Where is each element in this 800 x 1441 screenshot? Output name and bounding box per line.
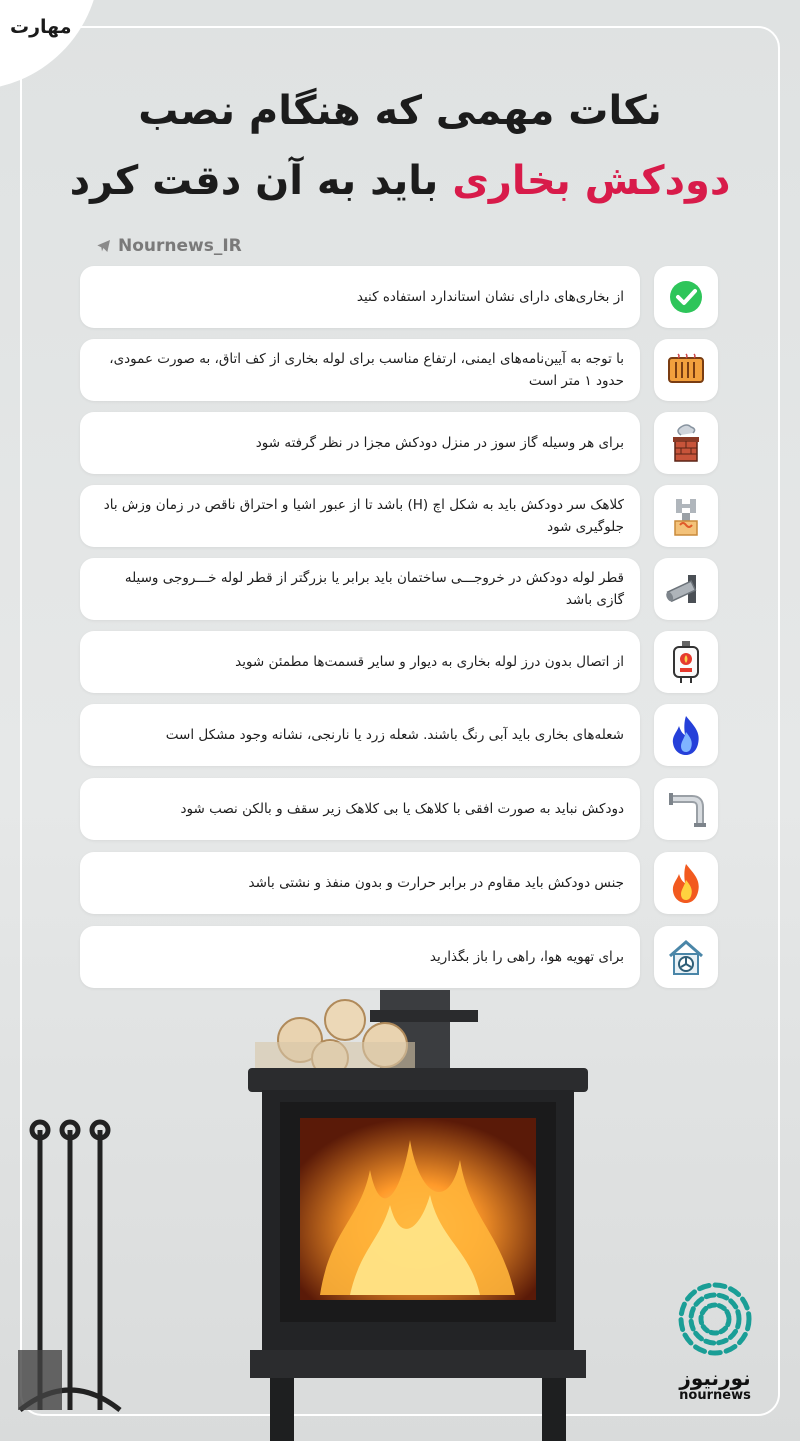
tip-icon-box bbox=[654, 926, 718, 988]
tip-icon-box bbox=[654, 558, 718, 620]
tip-card bbox=[80, 266, 640, 328]
check-icon bbox=[668, 279, 704, 315]
category-label: مهارت bbox=[10, 16, 72, 38]
title-line-2 bbox=[40, 158, 760, 204]
chimney-icon bbox=[667, 423, 705, 463]
title-rest: باید به آن دقت کرد bbox=[69, 158, 453, 204]
tip-icon-box bbox=[654, 704, 718, 766]
tip-card bbox=[80, 339, 640, 401]
logo-text-fa: نورنیوز bbox=[679, 1366, 751, 1390]
boiler-icon bbox=[671, 641, 701, 683]
tip-row bbox=[80, 485, 720, 547]
tip-icon-box bbox=[654, 778, 718, 840]
pipe-icon bbox=[666, 571, 706, 607]
tip-icon-box bbox=[654, 339, 718, 401]
tip-row bbox=[80, 926, 720, 988]
blue-flame-icon bbox=[667, 714, 705, 756]
title-accent: دودکش بخاری bbox=[452, 158, 731, 204]
tip-row bbox=[80, 631, 720, 693]
tip-text: از اتصال بدون درز لوله بخاری به دیوار و سایر قسمت‌ها مطمئن شوید bbox=[235, 654, 624, 670]
tip-icon-box bbox=[654, 485, 718, 547]
telegram-handle bbox=[96, 236, 242, 256]
tip-text: جنس دودکش باید مقاوم در برابر حرارت و بدون منفذ و نشتی باشد bbox=[248, 875, 624, 891]
tip-text: با توجه به آیین‌نامه‌های ایمنی، ارتفاع مناسب برای لوله بخاری از کف اتاق، به صورت عمودی، حدود ۱ متر است bbox=[109, 351, 624, 389]
tip-row bbox=[80, 558, 720, 620]
tip-text: شعله‌های بخاری باید آبی رنگ باشند. شعله زرد یا نارنجی، نشانه وجود مشکل است bbox=[165, 727, 624, 743]
tip-icon-box bbox=[654, 631, 718, 693]
ventilation-icon bbox=[666, 938, 706, 976]
telegram-icon bbox=[96, 238, 112, 254]
nournews-logo bbox=[670, 1280, 760, 1403]
tip-text: دودکش نباید به صورت افقی با کلاهک یا بی کلاهک زیر سقف و بالکن نصب شود bbox=[180, 801, 624, 817]
tip-text: برای تهویه هوا، راهی را باز بگذارید bbox=[429, 949, 624, 965]
nournews-logo-icon bbox=[676, 1280, 754, 1358]
heater-icon bbox=[666, 352, 706, 388]
tip-icon-box bbox=[654, 412, 718, 474]
tip-card bbox=[80, 485, 640, 547]
tip-card bbox=[80, 852, 640, 914]
tip-row bbox=[80, 412, 720, 474]
tip-icon-box bbox=[654, 266, 718, 328]
tip-text: از بخاری‌های دارای نشان استاندارد استفاده کنید bbox=[356, 289, 624, 305]
tip-card bbox=[80, 631, 640, 693]
tip-card bbox=[80, 778, 640, 840]
tip-text: قطر لوله دودکش در خروجـــی ساختمان باید برابر یا بزرگتر از قطر لوله خـــروجی وسیله گازی باشد bbox=[124, 570, 624, 608]
chimney-cap-icon bbox=[668, 495, 704, 537]
tip-text: برای هر وسیله گاز سوز در منزل دودکش مجزا در نظر گرفته شود bbox=[255, 435, 624, 451]
tip-card bbox=[80, 704, 640, 766]
tip-icon-box bbox=[654, 852, 718, 914]
tip-card bbox=[80, 926, 640, 988]
tip-row bbox=[80, 339, 720, 401]
tip-text: کلاهک سر دودکش باید به شکل اچ (H) باشد تا از عبور اشیا و احتراق ناقص در زمان وزش باد جلوگیری شود bbox=[103, 497, 624, 535]
tip-card bbox=[80, 412, 640, 474]
fire-icon bbox=[668, 862, 704, 904]
tip-card bbox=[80, 558, 640, 620]
logo-text-en: nournews bbox=[679, 1388, 751, 1403]
tip-row bbox=[80, 704, 720, 766]
title-line-1: نکات مهمی که هنگام نصب bbox=[138, 88, 662, 134]
tip-row bbox=[80, 778, 720, 840]
tip-row bbox=[80, 266, 720, 328]
elbow-pipe-icon bbox=[666, 789, 706, 829]
handle-text: Nournews_IR bbox=[118, 236, 242, 256]
tip-row bbox=[80, 852, 720, 914]
